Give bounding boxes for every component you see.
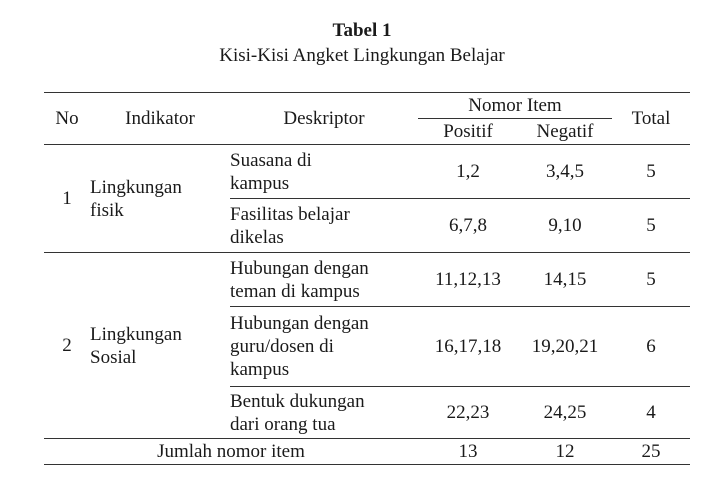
negatif-cell: 24,25 — [518, 387, 612, 439]
indikator-line: Sosial — [90, 346, 137, 368]
negatif-cell: 19,20,21 — [518, 307, 612, 387]
deskriptor-line: Suasana di — [230, 149, 312, 171]
total-cell: 6 — [612, 307, 690, 387]
negatif-cell: 14,15 — [518, 253, 612, 307]
table-title: Kisi-Kisi Angket Lingkungan Belajar — [219, 45, 505, 66]
kisi-table — [44, 92, 690, 465]
deskriptor-line: Fasilitas belajar — [230, 203, 350, 225]
deskriptor-line: teman di kampus — [230, 280, 360, 302]
deskriptor-line: kampus — [230, 359, 290, 380]
indikator-line: Lingkungan — [90, 176, 182, 198]
positif-cell: 11,12,13 — [418, 253, 518, 307]
deskriptor-cell — [230, 145, 418, 199]
table-row — [44, 253, 690, 307]
deskriptor-line: Bentuk dukungan — [230, 390, 365, 412]
header-nomor-item: Nomor Item — [418, 93, 612, 119]
header-negatif: Negatif — [518, 119, 612, 145]
positif-cell: 6,7,8 — [418, 199, 518, 253]
deskriptor-cell — [230, 307, 418, 387]
table-number: Tabel 1 — [332, 20, 392, 41]
deskriptor-line: guru/dosen di — [230, 336, 334, 357]
indikator-line: fisik — [90, 199, 124, 221]
table-row — [44, 145, 690, 199]
deskriptor-cell — [230, 387, 418, 439]
positif-cell: 22,23 — [418, 387, 518, 439]
deskriptor-cell — [230, 253, 418, 307]
indikator-line: Lingkungan — [90, 323, 182, 345]
total-cell: 5 — [612, 253, 690, 307]
total-cell: 4 — [612, 387, 690, 439]
group-1-no: 1 — [44, 145, 90, 253]
footer-label: Jumlah nomor item — [44, 439, 418, 465]
negatif-cell: 3,4,5 — [518, 145, 612, 199]
deskriptor-line: kampus — [230, 172, 290, 194]
header-no: No — [44, 93, 90, 145]
footer-negatif: 12 — [518, 439, 612, 465]
header-deskriptor: Deskriptor — [230, 93, 418, 145]
header-indikator: Indikator — [90, 93, 230, 145]
deskriptor-cell — [230, 199, 418, 253]
group-2-no: 2 — [44, 253, 90, 439]
group-2-indikator — [90, 253, 230, 439]
positif-cell: 16,17,18 — [418, 307, 518, 387]
footer-total: 25 — [612, 439, 690, 465]
footer-row — [44, 439, 690, 465]
negatif-cell: 9,10 — [518, 199, 612, 253]
total-cell: 5 — [612, 199, 690, 253]
header-row-1 — [44, 93, 690, 119]
deskriptor-line: Hubungan dengan — [230, 313, 369, 334]
group-1-indikator — [90, 145, 230, 253]
footer-positif: 13 — [418, 439, 518, 465]
deskriptor-line: dikelas — [230, 226, 284, 248]
total-cell: 5 — [612, 145, 690, 199]
header-positif: Positif — [418, 119, 518, 145]
positif-cell: 1,2 — [418, 145, 518, 199]
header-total: Total — [612, 93, 690, 145]
deskriptor-line: dari orang tua — [230, 413, 336, 435]
deskriptor-line: Hubungan dengan — [230, 257, 369, 279]
